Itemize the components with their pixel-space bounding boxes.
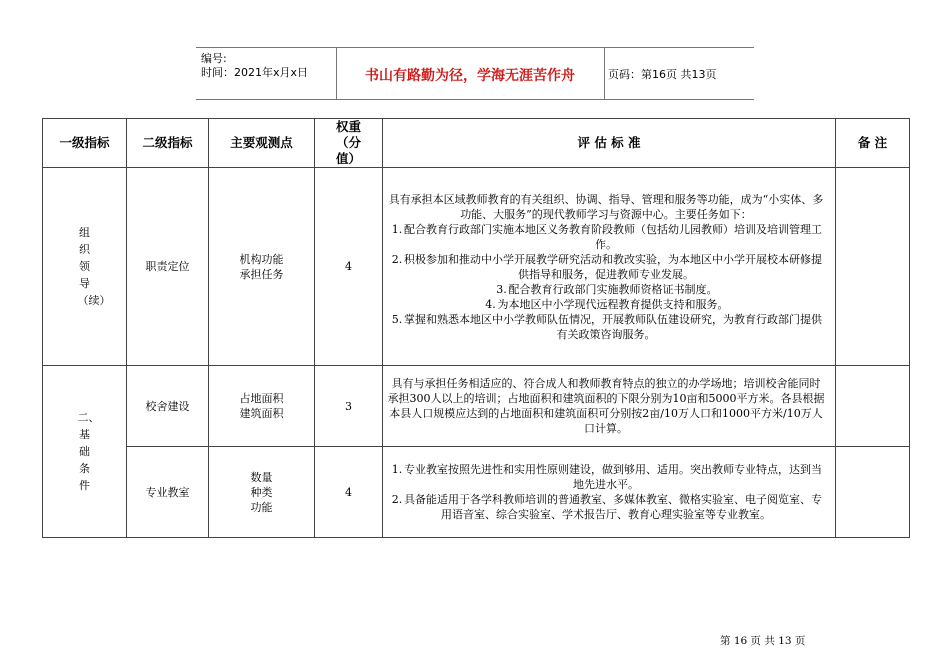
- header-level2: 二级指标: [127, 119, 209, 168]
- table-row: [43, 366, 910, 447]
- page-footer: 第 16 页 共 13 页: [720, 635, 806, 647]
- header-divider: [604, 48, 605, 99]
- cell-weight: 4: [315, 168, 383, 366]
- table-header-row: [43, 119, 910, 168]
- cell-note: [836, 447, 910, 538]
- doc-time-label: 时间：2021年x月x日: [201, 66, 309, 79]
- table-row: [43, 168, 910, 366]
- header-motto: 书山有路勤为径，学海无涯苦作舟: [365, 68, 575, 84]
- cell-criteria: [383, 447, 836, 538]
- cell-note: [836, 366, 910, 447]
- criteria-item: 1. 专业教室按照先进性和实用性原则建设，做到够用、适用。突出教师专业特点，达到当地先进水平。: [391, 463, 822, 491]
- cell-points: 机构功能 承担任务: [209, 168, 315, 366]
- criteria-intro: 具有与承担任务相适应的、符合成人和教师教育特点的独立的办学场地；培训校舍能同时承担300人以上的培训；占地面积和建筑面积的下限分别为10亩和5000平方米。各县根据本县人口规模应达到的占地面积和建筑面积可分别按2亩/10万人口和1000平方米/10万人口计算。: [387, 377, 825, 435]
- criteria-item: 2. 积极参加和推动中小学开展教学研究活动和教改实验，为本地区中小学开展校本研修提供指导和服务，促进教师专业发展。: [391, 252, 822, 281]
- evaluation-table: [42, 118, 910, 538]
- cell-level2: 职责定位: [127, 168, 209, 366]
- criteria-item: 5. 掌握和熟悉本地区中小学教师队伍情况，开展教师队伍建设研究，为教育行政部门提供有关政策咨询服务。: [391, 312, 822, 341]
- cell-criteria: [383, 168, 836, 366]
- cell-criteria: [383, 366, 836, 447]
- cell-level1: 组织领导（续）: [43, 168, 127, 366]
- header-divider: [336, 48, 337, 99]
- header-notes: 备 注: [836, 119, 910, 168]
- doc-number-label: 编号:: [201, 52, 227, 65]
- header-criteria: 评 估 标 准: [383, 119, 836, 168]
- cell-level2: 校舍建设: [127, 366, 209, 447]
- criteria-item: 1. 配合教育行政部门实施本地区义务教育阶段教师（包括幼儿园教师）培训及培训管理工作。: [391, 222, 822, 251]
- header-page-label: 页码：第16页 共13页: [608, 68, 717, 81]
- header-level1: 一级指标: [43, 119, 127, 168]
- criteria-intro: 具有承担本区域教师教育的有关组织、协调、指导、管理和服务等功能，成为“小实体、多功能、大服务”的现代教师学习与资源中心。主要任务如下：: [388, 192, 824, 221]
- cell-points: 占地面积 建筑面积: [209, 366, 315, 447]
- cell-weight: 4: [315, 447, 383, 538]
- cell-note: [836, 168, 910, 366]
- cell-level2: 专业教室: [127, 447, 209, 538]
- cell-weight: 3: [315, 366, 383, 447]
- criteria-item: 3. 配合教育行政部门实施教师资格证书制度。: [496, 282, 718, 296]
- page-header: [196, 47, 754, 100]
- header-weight: 权重（分值）: [315, 119, 383, 168]
- header-meta: [201, 52, 308, 80]
- cell-level1: 二、基础条件: [43, 366, 127, 538]
- table-row: [43, 447, 910, 538]
- criteria-item: 4. 为本地区中小学现代远程教育提供支持和服务。: [485, 297, 729, 311]
- header-points: 主要观测点: [209, 119, 315, 168]
- criteria-item: 2. 具备能适用于各学科教师培训的普通教室、多媒体教室、微格实验室、电子阅览室、专用语音室、综合实验室、学术报告厅、教育心理实验室等专业教室。: [391, 493, 822, 521]
- cell-points: 数量 种类 功能: [209, 447, 315, 538]
